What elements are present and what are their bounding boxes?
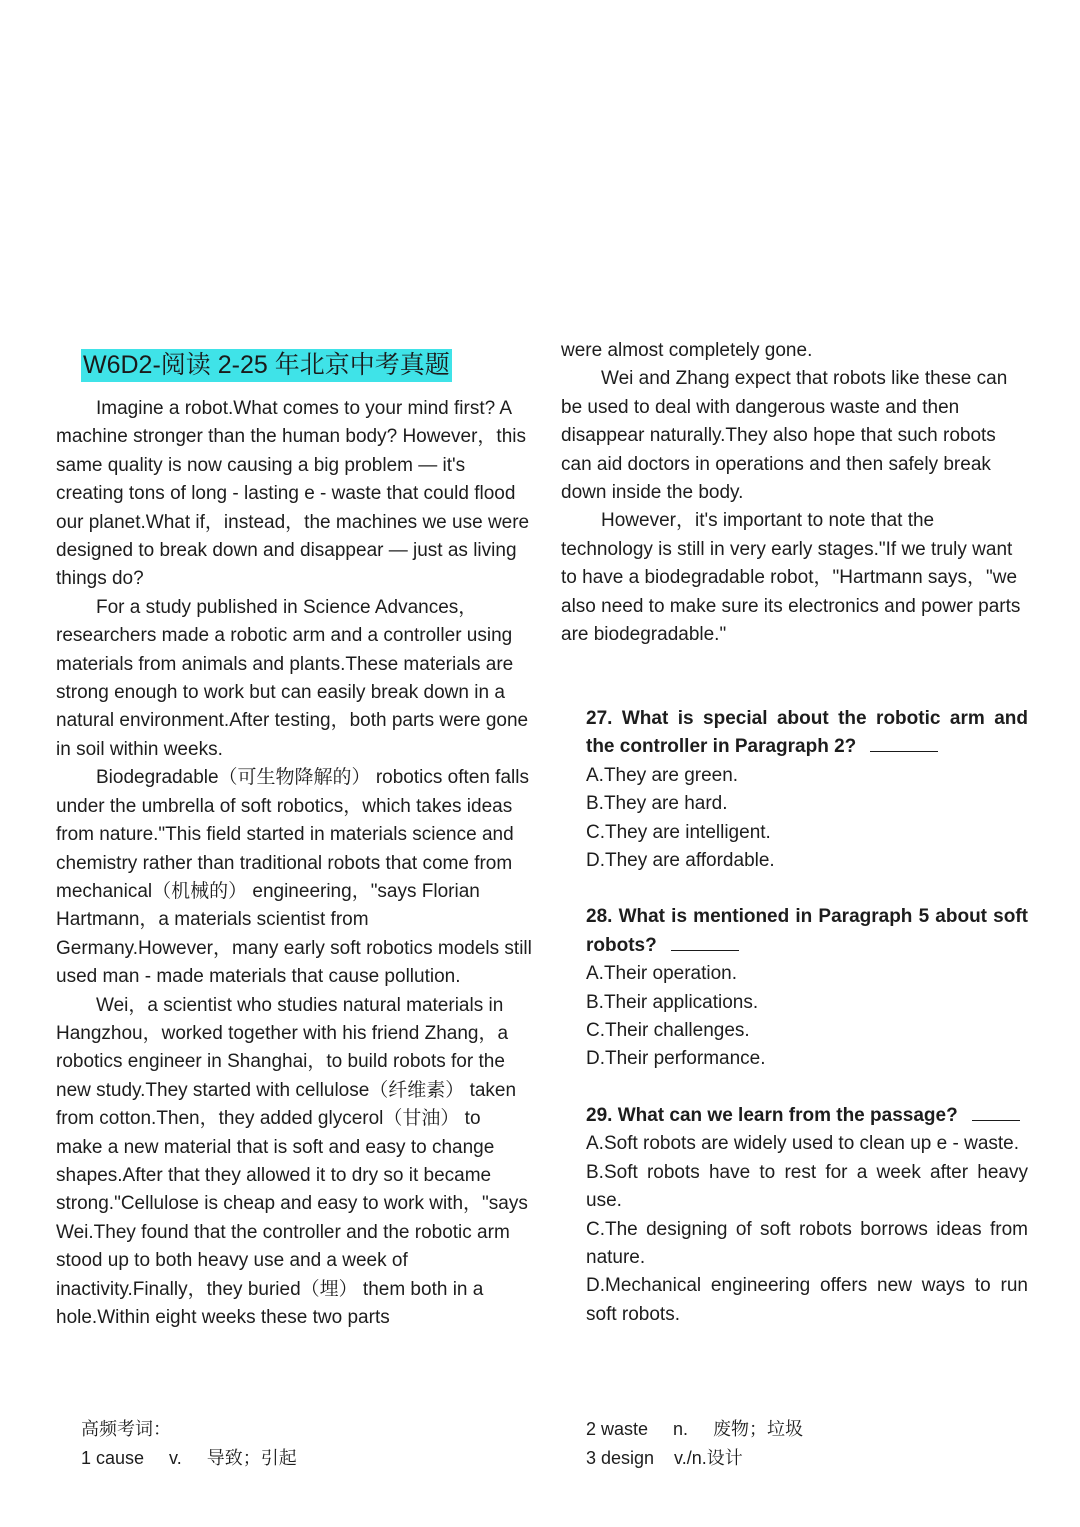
option-b: B.Their applications. bbox=[586, 991, 759, 1013]
question-27 bbox=[586, 705, 1028, 875]
passage-paragraph-6: However，it's important to note that the technology is still in very early stages."If we truly want to have a biodegradable robot，"Hartmann says，"we also need to make sure its electronics and power parts are biodegradable." bbox=[561, 510, 1021, 646]
page-title: W6D2-阅读 2-25 年北京中考真题 bbox=[81, 349, 452, 382]
passage-left-column bbox=[56, 395, 532, 1332]
answer-blank[interactable] bbox=[671, 932, 739, 951]
vocab-item: 1 cause v. 导致；引起 bbox=[81, 1448, 297, 1468]
passage-paragraph-3: Biodegradable（可生物降解的） robotics often falls under the umbrella of soft robotics，which takes ideas from nature."This field started in materials science and chemistry rather than traditional robots that come from mechanical（机械的） engineering，"says Florian Hartmann，a materials scientist from Germany.However，many early soft robotics models still used man - made materials that cause pollution. bbox=[56, 767, 532, 988]
question-stem: 27. What is special about the robotic arm and the controller in Paragraph 2? bbox=[586, 708, 1028, 758]
vocab-list-right bbox=[586, 1415, 803, 1473]
passage-paragraph-2: For a study published in Science Advances，researchers made a robotic arm and a controller using materials from animals and plants.These materials are strong enough to work but can easily break down in a natural environment.After testing，both parts were gone in soil within weeks. bbox=[56, 596, 529, 760]
question-stem: 28. What is mentioned in Paragraph 5 about soft robots? bbox=[586, 906, 1028, 956]
answer-blank[interactable] bbox=[870, 733, 938, 752]
option-b: B.They are hard. bbox=[586, 793, 728, 815]
passage-paragraph-4: Wei，a scientist who studies natural materials in Hangzhou，worked together with his friend Zhang，a robotics engineer in Shanghai，to build robots for the new study.They started with cellulose（纤维素） taken from cotton.Then，they added glycerol（甘油） to make a new material that is soft and easy to change shapes.After that they allowed it to dry so it became strong."Cellulose is cheap and easy to work with，"says Wei.They found that the controller and the robotic arm stood up to both heavy use and a week of inactivity.Finally，they buried（埋） them both in a hole.Within eight weeks these two parts bbox=[56, 994, 528, 1328]
question-29 bbox=[586, 1102, 1028, 1329]
question-stem: 29. What can we learn from the passage? bbox=[586, 1102, 1028, 1130]
option-c: C.They are intelligent. bbox=[586, 821, 771, 843]
option-b: B.Soft robots have to rest for a week after heavy use. bbox=[586, 1161, 1028, 1212]
vocab-item: 3 design v./n.设计 bbox=[586, 1448, 743, 1468]
option-a: A.They are green. bbox=[586, 764, 739, 786]
option-d: D.They are affordable. bbox=[586, 850, 775, 872]
option-a: A.Their operation. bbox=[586, 963, 738, 985]
passage-paragraph-5: Wei and Zhang expect that robots like these can be used to deal with dangerous waste and then disappear naturally.They also hope that such robots can aid doctors in operations and then safely break down inside the body. bbox=[561, 368, 1008, 504]
option-d: D.Mechanical engineering offers new ways to run soft robots. bbox=[586, 1275, 1028, 1325]
answer-blank[interactable] bbox=[972, 1102, 1020, 1121]
vocab-list-left bbox=[81, 1415, 297, 1473]
option-c: C.Their challenges. bbox=[586, 1020, 750, 1042]
option-a: A.Soft robots are widely used to clean up e - waste. bbox=[586, 1133, 1020, 1155]
option-c: C.The designing of soft robots borrows ideas from nature. bbox=[586, 1218, 1028, 1268]
questions-section bbox=[586, 705, 1028, 1357]
option-d: D.Their performance. bbox=[586, 1048, 766, 1070]
vocab-item: 2 waste n. 废物；垃圾 bbox=[586, 1419, 804, 1439]
vocab-heading: 高频考词： bbox=[81, 1419, 171, 1439]
passage-right-column bbox=[561, 337, 1031, 649]
passage-paragraph-4-continued: were almost completely gone. bbox=[561, 340, 813, 361]
question-28 bbox=[586, 903, 1028, 1073]
passage-paragraph-1: Imagine a robot.What comes to your mind first? A machine stronger than the human body? However，this same quality is now causing a big problem — it's creating tons of long - lasting e - waste that could flood our planet.What if，instead，the machines we use were designed to break down and disappear — just as living things do? bbox=[56, 398, 530, 590]
